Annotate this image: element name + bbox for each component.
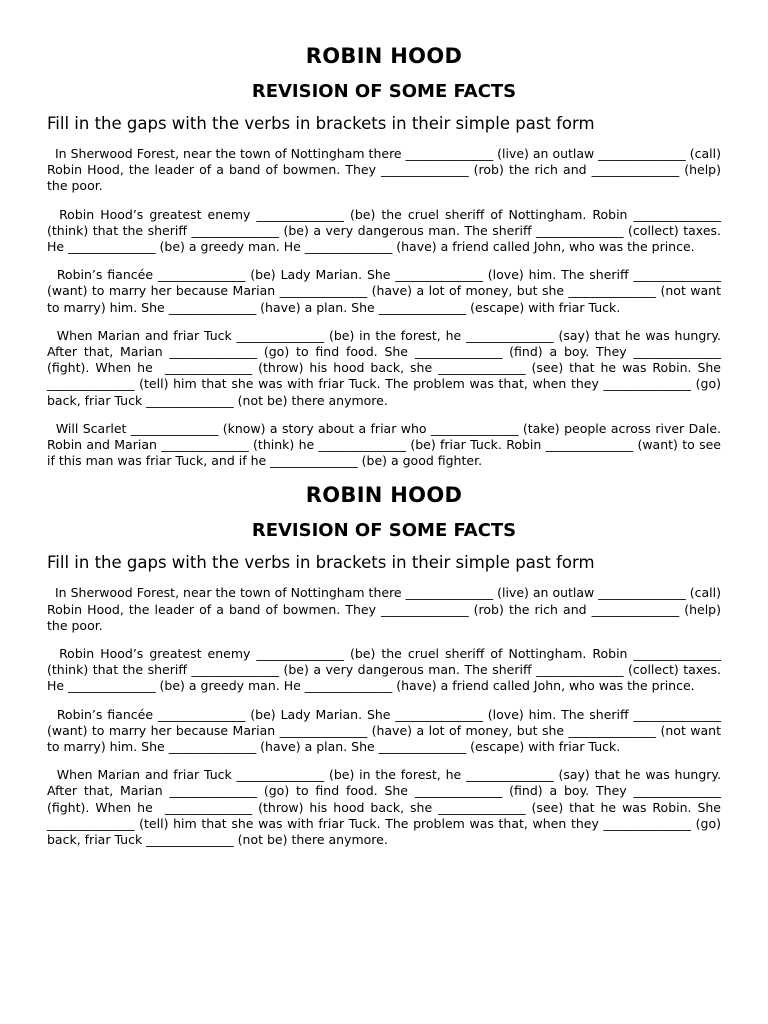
paragraph-3: Robin’s fiancée ______________ (be) Lady Marian. She ______________ (love) him. The sheriff ______________ (want) to marry her because Marian ______________ (have) a lot of money, but she ______________ (not want to marry) him. She ______________ (have) a plan. She ______________ (escape) with friar Tuck. [47,267,725,315]
worksheet-subtitle: REVISION OF SOME FACTS [251,81,517,102]
paragraph-4: When Marian and friar Tuck ______________ (be) in the forest, he ______________ (say) that he was hungry. After that, Marian ______________ (go) to find food. She ______________ (find) a boy. They ______________ (fight). When he ______________ (throw) his hood back, she ______________ (see) that he was Robin. She ______________ (tell) him that she was with friar Tuck. The problem was that, when they ______________ (go) back, friar Tuck ______________ (not be) there anymore. [47,327,725,408]
paragraph-1: In Sherwood Forest, near the town of Nottingham there ______________ (live) an outlaw ______________ (call) Robin Hood, the leader of a band of bowmen. They ______________ (rob) the rich and ______________ (help) the poor. [47,585,725,633]
worksheet-title: ROBIN HOOD [305,483,463,508]
worksheet-title: ROBIN HOOD [305,44,463,68]
worksheet-instruction: Fill in the gaps with the verbs in brackets in their simple past form [47,114,595,133]
paragraph-3: Robin’s fiancée ______________ (be) Lady Marian. She ______________ (love) him. The sheriff ______________ (want) to marry her because Marian ______________ (have) a lot of money, but she ______________ (not want to marry) him. She ______________ (have) a plan. She ______________ (escape) with friar Tuck. [47,706,725,755]
worksheet-copy-1 [47,40,725,469]
worksheet-subtitle: REVISION OF SOME FACTS [251,520,517,542]
paragraph-2: Robin Hood’s greatest enemy ______________ (be) the cruel sheriff of Nottingham. Robin ______________ (think) that the sheriff ______________ (be) a very dangerous man. The sheriff ______________ (collect) taxes. He ______________ (be) a greedy man. He ______________ (have) a friend called John, who was the prince. [47,646,725,694]
worksheet-page [47,40,725,848]
paragraph-5: Will Scarlet ______________ (know) a story about a friar who ______________ (take) people across river Dale. Robin and Marian ______________ (think) he ______________ (be) friar Tuck. Robin ______________ (want) to see if this man was friar Tuck, and if he ______________ (be) a good fighter. [47,420,725,469]
paragraph-1: In Sherwood Forest, near the town of Nottingham there ______________ (live) an outlaw ______________ (call) Robin Hood, the leader of a band of bowmen. They ______________ (rob) the rich and ______________ (help) the poor. [47,146,725,194]
paragraph-2: Robin Hood’s greatest enemy ______________ (be) the cruel sheriff of Nottingham. Robin ______________ (think) that the sheriff ______________ (be) a very dangerous man. The sheriff ______________ (collect) taxes. He ______________ (be) a greedy man. He ______________ (have) a friend called John, who was the prince. [47,206,725,255]
paragraph-4: When Marian and friar Tuck ______________ (be) in the forest, he ______________ (say) that he was hungry. After that, Marian ______________ (go) to find food. She ______________ (find) a boy. They ______________ (fight). When he ______________ (throw) his hood back, she ______________ (see) that he was Robin. She ______________ (tell) him that she was with friar Tuck. The problem was that, when they ______________ (go) back, friar Tuck ______________ (not be) there anymore. [47,767,725,848]
worksheet-instruction: Fill in the gaps with the verbs in brackets in their simple past form [47,553,595,573]
worksheet-copy-2 [47,479,725,848]
